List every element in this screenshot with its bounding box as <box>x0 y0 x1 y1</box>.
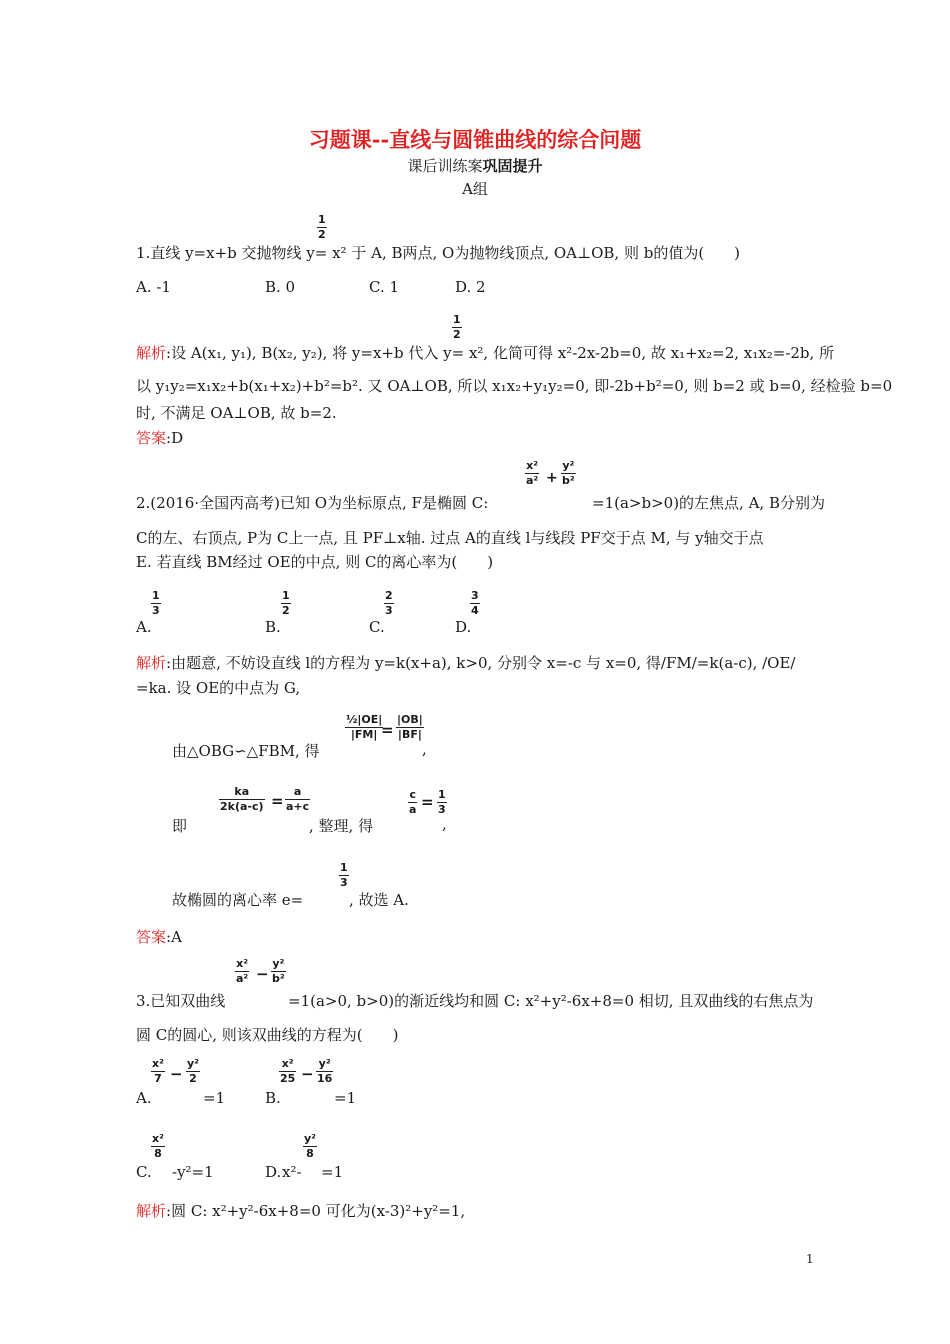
analysis-label: 解析 <box>136 654 167 672</box>
q2-res-comma: , <box>442 815 447 833</box>
q2-plus: + <box>546 470 558 486</box>
q2-stem-line2: C的左、右顶点, P为 C上一点, 且 PF⊥x轴. 过点 A的直线 l与线段 PF交于点 M, 与 y轴交于点 <box>136 529 764 547</box>
frac-den: b² <box>272 971 285 985</box>
q2-ji-frac-1 <box>219 786 265 812</box>
frac-den: 3 <box>385 603 393 617</box>
analysis-label: 解析 <box>136 1202 167 1220</box>
frac-den: 8 <box>306 1146 314 1160</box>
q2-ji-eq: = <box>271 792 284 810</box>
q2-res-frac-2 <box>437 789 447 815</box>
q2-option-d-frac <box>470 590 480 616</box>
frac-num: 1 <box>453 313 461 326</box>
frac-den: 4 <box>471 603 479 617</box>
frac-den: 2k(a-c) <box>220 799 264 813</box>
q3-option-b-tail: =1 <box>334 1089 357 1107</box>
frac-num: 2 <box>385 589 393 602</box>
frac-den: 2 <box>453 327 461 341</box>
analysis-label: 解析 <box>136 344 167 362</box>
q3-option-b-label: B. <box>265 1089 281 1107</box>
answer-label: 答案 <box>136 928 167 946</box>
analysis-text: :由题意, 不妨设直线 l的方程为 y=k(x+a), k>0, 分别令 x=-c 与 x=0, 得/FM/=k(a-c), /OE/ <box>166 654 796 672</box>
frac-den: |FM| <box>350 727 378 741</box>
analysis-text: :设 A(x₁, y₁), B(x₂, y₂), 将 y=x+b 代入 y= x², 化简可得 x²-2x-2b=0, 故 x₁+x₂=2, x₁x₂=-2b, 所 <box>166 344 835 362</box>
q3-opt-b-minus: − <box>301 1065 314 1083</box>
frac-num: a <box>293 785 302 798</box>
frac-num: y² <box>187 1057 199 1070</box>
q1-analysis-line1 <box>136 342 834 363</box>
q2-analysis-line2: =ka. 设 OE的中点为 G, <box>136 679 301 697</box>
q2-ecc-frac <box>339 862 349 888</box>
q3-opt-b-frac-2 <box>316 1058 333 1084</box>
q3-option-c-label: C. <box>136 1163 152 1181</box>
q2-sim-text: 由△OBG∽△FBM, 得 <box>172 742 320 760</box>
frac-num: x² <box>152 1057 164 1070</box>
group-label: A组 <box>462 180 488 198</box>
q3-hyperbola-frac-x <box>235 958 249 984</box>
q1-analysis-line2: 以 y₁y₂=x₁x₂+b(x₁+x₂)+b²=b². 又 OA⊥OB, 所以 x₁x₂+y₁y₂=0, 即-2b+b²=0, 则 b=2 或 b=0, 经检验 b=0 <box>136 377 893 395</box>
q2-option-d: D. <box>455 618 472 636</box>
q3-stem-line1-tail: =1(a>0, b>0)的渐近线均和圆 C: x²+y²-6x+8=0 相切, 且双曲线的右焦点为 <box>288 992 814 1010</box>
q2-res-eq: = <box>421 793 434 811</box>
q3-opt-a-frac-1 <box>151 1058 165 1084</box>
q3-option-d-tail: =1 <box>321 1163 344 1181</box>
frac-num: 1 <box>318 213 326 226</box>
subtitle-bold: 巩固提升 <box>482 157 543 175</box>
frac-num: y² <box>562 459 575 472</box>
q2-stem-line1-tail: =1(a>b>0)的左焦点, A, B分别为 <box>592 494 825 512</box>
q2-answer <box>136 926 182 947</box>
frac-num: 1 <box>152 589 160 602</box>
q2-sim-eq: = <box>381 721 394 739</box>
frac-den: 3 <box>152 603 160 617</box>
q2-option-b-frac <box>281 590 291 616</box>
frac-den: 8 <box>154 1146 162 1160</box>
q2-stem-line3: E. 若直线 BM经过 OE的中点, 则 C的离心率为( ) <box>136 553 494 571</box>
q2-sim-comma: , <box>422 740 427 758</box>
frac-num: 1 <box>340 861 348 874</box>
q2-option-b: B. <box>265 618 281 636</box>
q1-stem-fraction <box>317 214 327 240</box>
frac-num: 3 <box>471 589 479 602</box>
page-number: 1 <box>806 1252 814 1266</box>
q3-opt-b-frac-1 <box>279 1058 296 1084</box>
frac-den: a² <box>526 473 539 487</box>
frac-num: |OB| <box>397 713 423 726</box>
q3-opt-d-frac <box>303 1133 317 1159</box>
q2-res-frac-1 <box>408 789 417 815</box>
answer-value: :A <box>166 928 182 946</box>
q3-opt-c-frac <box>151 1133 165 1159</box>
q1-option-d: D. 2 <box>455 278 486 296</box>
q2-sim-frac-2 <box>396 714 424 740</box>
q3-opt-a-minus: − <box>170 1065 183 1083</box>
frac-num: y² <box>318 1057 331 1070</box>
frac-den: 3 <box>340 875 348 889</box>
q3-analysis-line1 <box>136 1200 465 1221</box>
q2-option-c-frac <box>384 590 394 616</box>
answer-value: :D <box>166 429 184 447</box>
q3-opt-a-frac-2 <box>186 1058 200 1084</box>
frac-num: y² <box>304 1132 316 1145</box>
frac-num: x² <box>526 459 539 472</box>
q1-option-c: C. 1 <box>369 278 400 296</box>
analysis-text: :圆 C: x²+y²-6x+8=0 可化为(x-3)²+y²=1, <box>166 1202 466 1220</box>
q2-sim-frac-1 <box>345 714 383 740</box>
q2-ellipse-frac-y <box>561 460 576 486</box>
q2-analysis-line1 <box>136 652 795 673</box>
frac-den: 25 <box>280 1071 296 1085</box>
subtitle-normal: 课后训练案 <box>407 157 483 175</box>
q2-ji-frac-2 <box>285 786 310 812</box>
q2-option-a: A. <box>136 618 152 636</box>
q3-option-c-tail: -y²=1 <box>172 1163 214 1181</box>
q3-minus: − <box>256 965 269 983</box>
q2-option-c: C. <box>369 618 385 636</box>
q3-option-d-pre: x²- <box>282 1163 302 1181</box>
q2-ji: 即 <box>172 817 188 835</box>
frac-num: x² <box>236 957 249 970</box>
frac-den: 3 <box>438 802 446 816</box>
frac-den: a² <box>236 971 249 985</box>
q1-stem: 1.直线 y=x+b 交抛物线 y= x² 于 A, B两点, O为抛物线顶点, OA⊥OB, 则 b的值为( ) <box>136 244 741 262</box>
q1-option-a: A. -1 <box>136 278 171 296</box>
frac-num: 1 <box>282 589 290 602</box>
q2-ellipse-frac-x <box>525 460 539 486</box>
frac-num: x² <box>281 1057 294 1070</box>
q3-hyperbola-frac-y <box>271 958 286 984</box>
q2-option-a-frac <box>151 590 161 616</box>
answer-label: 答案 <box>136 429 167 447</box>
frac-den: a+c <box>286 799 310 813</box>
frac-den: 7 <box>154 1071 162 1085</box>
q3-option-d-label: D. <box>265 1163 282 1181</box>
q3-option-a-label: A. <box>136 1089 152 1107</box>
q1-analysis-fraction <box>452 314 462 340</box>
q3-stem-line1: 3.已知双曲线 <box>136 992 226 1010</box>
frac-den: 16 <box>317 1071 333 1085</box>
q2-ecc-text: 故椭圆的离心率 e= <box>172 891 304 909</box>
frac-den: |BF| <box>397 727 422 741</box>
frac-num: ka <box>234 785 250 798</box>
page-title: 习题课--直线与圆锥曲线的综合问题 <box>308 127 642 152</box>
frac-den: b² <box>562 473 575 487</box>
frac-den: a <box>409 802 417 816</box>
frac-num: ½|OE| <box>346 713 383 726</box>
frac-num: y² <box>272 957 285 970</box>
frac-num: x² <box>152 1132 164 1145</box>
frac-num: 1 <box>438 788 446 801</box>
frac-num: c <box>409 788 416 801</box>
frac-den: 2 <box>282 603 290 617</box>
subtitle <box>0 155 950 176</box>
q2-ecc-tail: , 故选 A. <box>349 891 409 909</box>
q3-option-a-tail: =1 <box>203 1089 226 1107</box>
q1-answer <box>136 427 183 448</box>
q3-stem-line2: 圆 C的圆心, 则该双曲线的方程为( ) <box>136 1026 399 1044</box>
q2-stem-line1: 2.(2016·全国丙高考)已知 O为坐标原点, F是椭圆 C: <box>136 494 489 512</box>
q1-option-b: B. 0 <box>265 278 296 296</box>
frac-den: 2 <box>318 227 326 241</box>
q1-analysis-line3: 时, 不满足 OA⊥OB, 故 b=2. <box>136 404 337 422</box>
frac-den: 2 <box>189 1071 197 1085</box>
q2-zhengli: , 整理, 得 <box>309 817 374 835</box>
